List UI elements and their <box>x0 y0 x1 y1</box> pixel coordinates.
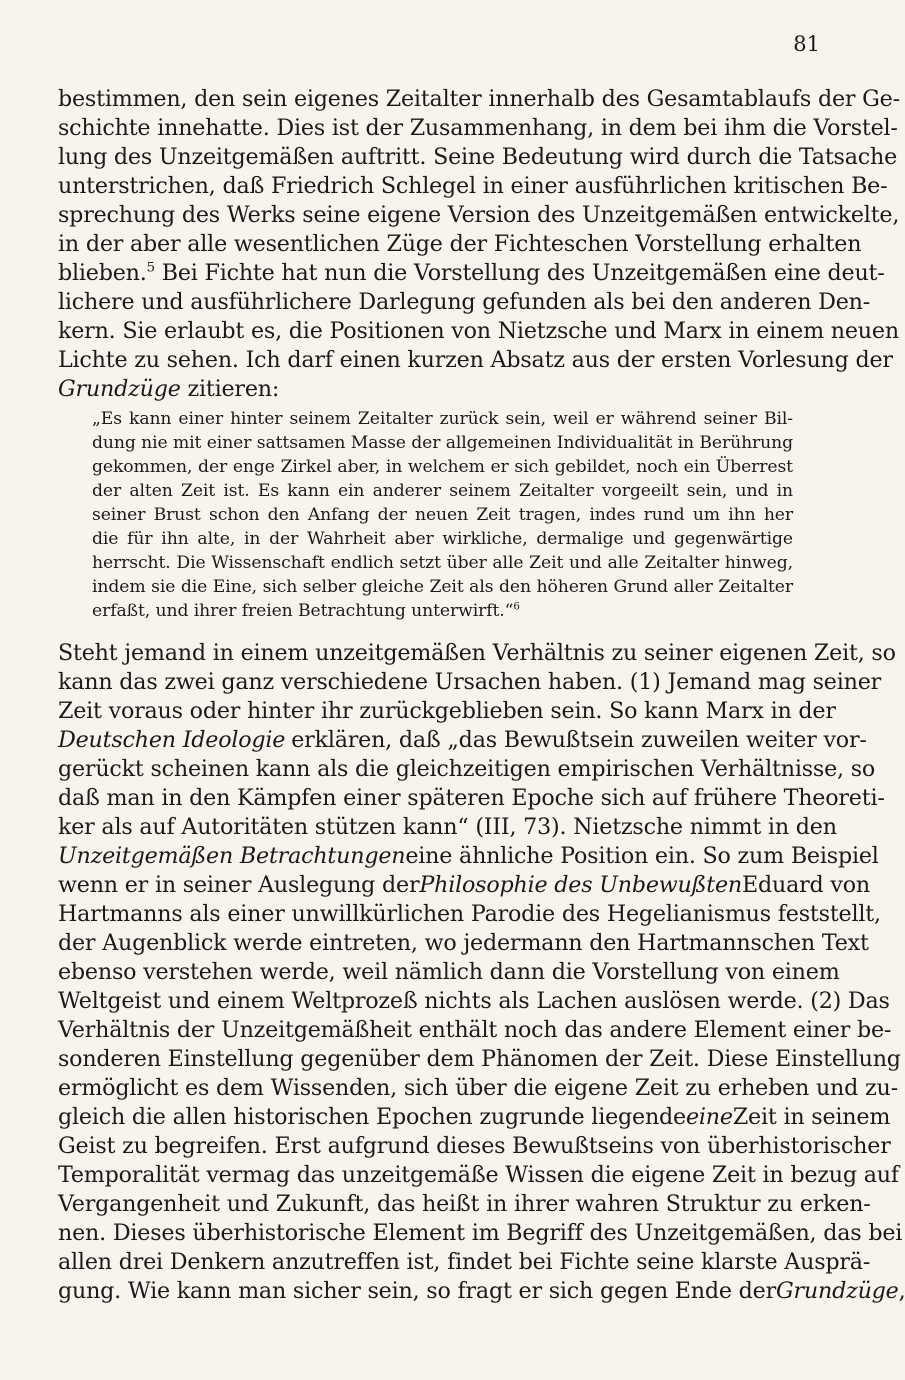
text-line: lung des Unzeitgemäßen auftritt. Seine Bedeutung wird durch die Tatsache <box>58 144 897 170</box>
text-line <box>58 872 870 898</box>
text-run: eine ähnliche Position ein. So zum Beispiel <box>405 843 879 869</box>
text-line: bestimmen, den sein eigenes Zeitalter innerhalb des Gesamtablaufs der Ge- <box>58 86 900 112</box>
text-line: kann das zwei ganz verschiedene Ursachen haben. (1) Jemand mag seiner <box>58 669 882 695</box>
text-line: in der aber alle wesentlichen Züge der Fichteschen Vorstellung erhalten <box>58 231 862 257</box>
text-line <box>58 727 867 753</box>
text-run: Bei Fichte hat nun die Vorstellung des Unzeitgemäßen eine deut- <box>154 260 885 286</box>
italic-title: Philosophie des Unbewußten <box>419 872 743 898</box>
text-line: ker als auf Autoritäten stützen kann“ (III, 73). Nietzsche nimmt in den <box>58 814 837 840</box>
text-run: Zeit in seinem <box>732 1104 891 1130</box>
page-number: 81 <box>793 32 820 56</box>
text-line: Weltgeist und einem Weltprozeß nichts als Lachen auslösen werde. (2) Das <box>58 988 890 1014</box>
text-run: wenn er in seiner Auslegung der <box>58 872 420 898</box>
text-line: Verhältnis der Unzeitgemäßheit enthält noch das andere Element einer be- <box>58 1017 892 1043</box>
text-run: Eduard von <box>742 872 870 898</box>
text-line <box>58 843 879 869</box>
text-line: Steht jemand in einem unzeitgemäßen Verhältnis zu seiner eigenen Zeit, so <box>58 640 896 666</box>
quote-line: die für ihn alte, in der Wahrheit aber wirkliche, dermalige und gegenwärtige <box>92 529 793 549</box>
text-line: kern. Sie erlaubt es, die Positionen von Nietzsche und Marx in einem neuen <box>58 318 899 344</box>
text-line <box>58 260 885 286</box>
text-line <box>58 1104 891 1130</box>
italic-title: Grundzüge <box>775 1278 899 1304</box>
text-run: zitieren: <box>180 376 280 402</box>
text-line: daß man in den Kämpfen einer späteren Epoche sich auf frühere Theoreti- <box>58 785 885 811</box>
text-line: Temporalität vermag das unzeitgemäße Wissen die eigene Zeit in bezug auf <box>58 1162 899 1188</box>
text-run: gung. Wie kann man sicher sein, so fragt er sich gegen Ende der <box>58 1278 776 1304</box>
footnote-marker: 6 <box>513 600 520 613</box>
text-line: gerückt scheinen kann als die gleichzeitigen empirischen Verhältnisse, so <box>58 756 876 782</box>
text-line: Hartmanns als einer unwillkürlichen Parodie des Hegelianismus feststellt, <box>58 901 881 927</box>
quote-line: seiner Brust schon den Anfang der neuen Zeit tragen, indes rund um ihn her <box>92 505 793 525</box>
text-line: Zeit voraus oder hinter ihr zurückgeblieben sein. So kann Marx in der <box>58 698 836 724</box>
text-line: ebenso verstehen werde, weil nämlich dann die Vorstellung von einem <box>58 959 840 985</box>
quote-line: gekommen, der enge Zirkel aber, in welchem er sich gebildet, noch ein Überrest <box>92 457 793 477</box>
text-line: der Augenblick werde eintreten, wo jedermann den Hartmannschen Text <box>58 930 869 956</box>
text-line <box>58 376 279 402</box>
text-line: schichte innehatte. Dies ist der Zusammenhang, in dem bei ihm die Vorstel- <box>58 115 898 141</box>
text-run: blieben. <box>58 260 147 286</box>
text-line: unterstrichen, daß Friedrich Schlegel in einer ausführlichen kritischen Be- <box>58 173 888 199</box>
text-line: allen drei Denkern anzutreffen ist, findet bei Fichte seine klarste Ausprä- <box>58 1249 871 1275</box>
italic-title: Deutschen Ideologie <box>58 727 286 753</box>
text-line <box>58 1278 905 1304</box>
text-line: nen. Dieses überhistorische Element im Begriff des Unzeitgemäßen, das bei <box>58 1220 903 1246</box>
italic-title: Unzeitgemäßen Betrachtungen <box>58 843 406 869</box>
quote-line: indem sie die Eine, sich selber gleiche Zeit als den höheren Grund aller Zeitalter <box>92 577 793 597</box>
text-line: sprechung des Werks seine eigene Version des Unzeitgemäßen entwickelte, <box>58 202 900 228</box>
quote-line: „Es kann einer hinter seinem Zeitalter zurück sein, weil er während seiner Bil- <box>92 409 793 429</box>
footnote-marker: 5 <box>146 260 155 276</box>
text-run: gleich die allen historischen Epochen zugrunde liegende <box>58 1104 686 1130</box>
quote-line <box>92 601 520 621</box>
text-line: lichere und ausführlichere Darlegung gefunden als bei den anderen Den- <box>58 289 871 315</box>
text-run: erklären, daß „das Bewußtsein zuweilen weiter vor- <box>291 727 867 753</box>
italic-title: Grundzüge <box>58 376 181 402</box>
quote-line: dung nie mit einer sattsamen Masse der allgemeinen Individualität in Berührung <box>92 433 793 453</box>
text-line: Vergangenheit und Zukunft, das heißt in ihrer wahren Struktur zu erken- <box>58 1191 871 1217</box>
quote-line: der alten Zeit ist. Es kann ein anderer seinem Zeitalter vorgeeilt sein, und in <box>92 481 793 501</box>
italic-word: eine <box>685 1104 733 1130</box>
quote-line: herrscht. Die Wissenschaft endlich setzt über alle Zeit und alle Zeitalter hinweg, <box>92 553 793 573</box>
text-line: Geist zu begreifen. Erst aufgrund dieses Bewußtseins von überhistorischer <box>58 1133 891 1159</box>
text-line: sonderen Einstellung gegenüber dem Phänomen der Zeit. Diese Einstellung <box>58 1046 901 1072</box>
text-run: erfaßt, und ihrer freien Betrachtung unterwirft.“ <box>92 601 514 621</box>
text-line: Lichte zu sehen. Ich darf einen kurzen Absatz aus der ersten Vorlesung der <box>58 347 893 373</box>
text-run: , <box>898 1278 905 1304</box>
text-line: ermöglicht es dem Wissenden, sich über die eigene Zeit zu erheben und zu- <box>58 1075 898 1101</box>
